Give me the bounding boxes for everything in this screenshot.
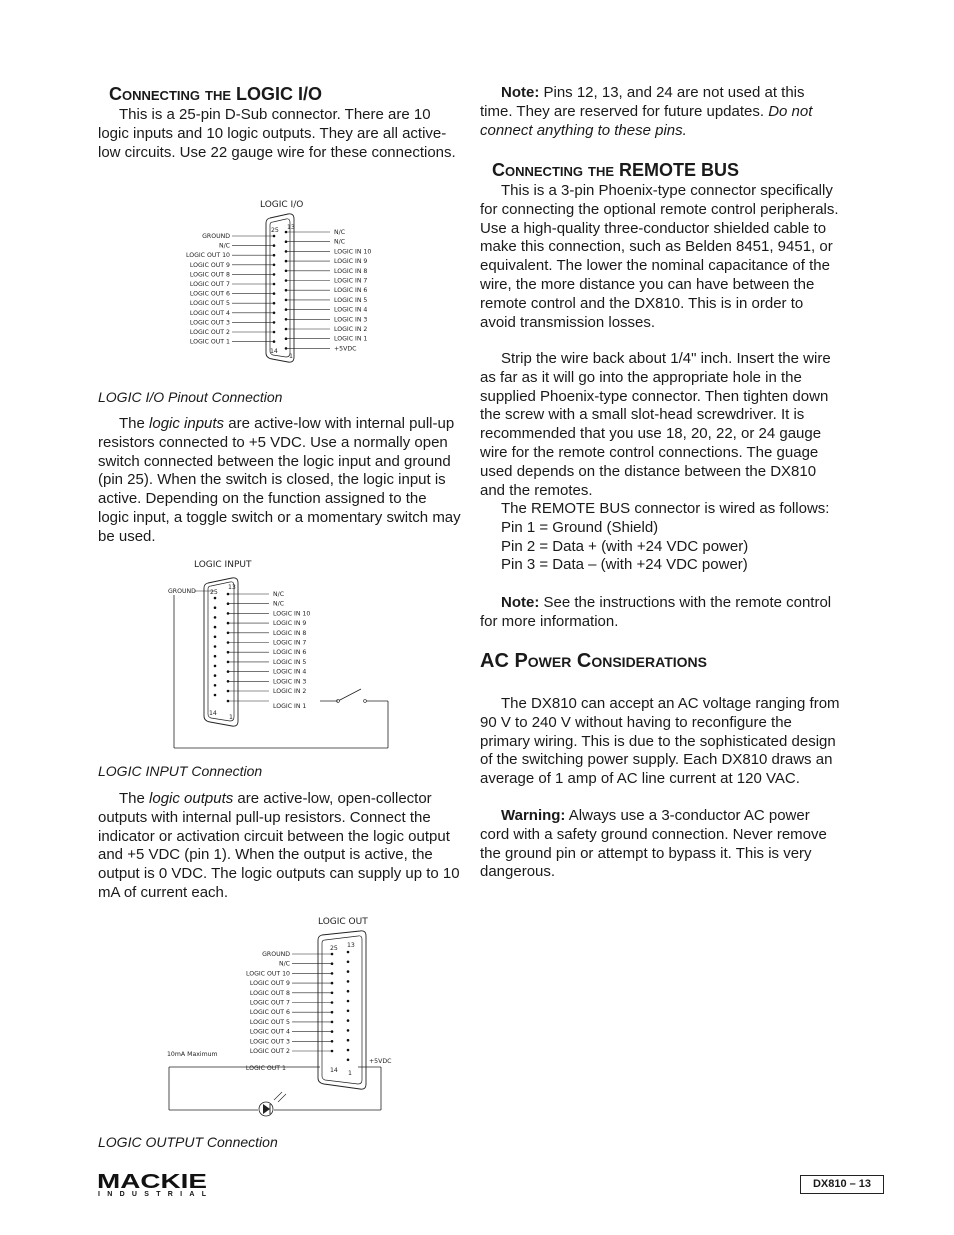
diagram-title: LOGIC OUT <box>318 917 368 927</box>
left-pin-label: LOGIC OUT 10 <box>245 970 290 978</box>
pin-dot <box>214 694 217 697</box>
pin-2-line: Pin 2 = Data + (with +24 VDC power) <box>501 538 749 555</box>
logo-brand: MACKIE <box>97 1171 207 1193</box>
left-pin-label: LOGIC OUT 5 <box>249 1018 290 1026</box>
pin-dot <box>227 632 230 635</box>
left-pin-label: LOGIC OUT 3 <box>249 1038 290 1046</box>
pin-dot <box>347 1049 350 1052</box>
ac-power-heading <box>480 650 707 673</box>
pin-1-label: 1 <box>229 714 233 721</box>
pin-dot <box>214 684 217 687</box>
pin-dot <box>285 289 288 292</box>
diagram-title: LOGIC INPUT <box>194 560 252 570</box>
pin-dot <box>285 337 288 340</box>
pin-14-label: 14 <box>330 1067 338 1074</box>
left-pin-label: LOGIC OUT 6 <box>249 1009 290 1017</box>
connector-shell <box>318 931 366 1089</box>
pin-dot <box>273 331 276 334</box>
pin-dot <box>214 606 217 609</box>
pin-dot <box>331 962 334 965</box>
left-pin-label: LOGIC OUT 1 <box>189 338 230 346</box>
left-pin-label: LOGIC OUT 2 <box>189 329 230 336</box>
pin-dot <box>214 674 217 677</box>
right-pin-label: LOGIC IN 4 <box>273 668 307 676</box>
right-pin-label: LOGIC IN 1 <box>334 335 368 343</box>
output-caption: LOGIC OUTPUT Connection <box>98 1134 278 1150</box>
left-pin-label: LOGIC OUT 9 <box>189 261 230 269</box>
pin-dot <box>331 953 334 956</box>
pin-dot <box>347 951 350 954</box>
right-pin-label: LOGIC IN 6 <box>334 287 368 295</box>
pin-dot <box>347 1010 350 1013</box>
ac-power-paragraph: The DX810 can accept an AC voltage ranging from 90 V to 240 V without having to reconfigure the primary wiring. This is due to the sophisticated design of the switching power supply. Each DX810 draws an average of 1 amp of AC line current at 120 VAC. <box>480 695 840 788</box>
remote-bus-paragraph-2: Strip the wire back about 1/4" inch. Insert the wire as far as it will go into the appropriate hole in the supplied Phoenix-type connector. Then tighten down the screw with a small slot-head screwdriver. It is recommended that you use 18, 20, 22, or 24 gauge wire for the remote control connections. The guage used depends on the distance between the DX810 and the remotes. <box>480 350 831 499</box>
outputs-emphasis: logic outputs <box>149 790 234 807</box>
pin-dot <box>331 1040 334 1043</box>
pin-dot <box>331 982 334 985</box>
left-pin-label: LOGIC OUT 8 <box>249 989 290 997</box>
left-pin-label: LOGIC OUT 9 <box>249 980 290 988</box>
right-pin-label: LOGIC IN 3 <box>334 316 368 324</box>
left-pin-label: LOGIC OUT 2 <box>249 1048 290 1055</box>
right-pin-label: LOGIC IN 9 <box>334 258 368 266</box>
pin-dot <box>227 661 230 664</box>
pin-dot <box>285 347 288 350</box>
left-pin-label: LOGIC OUT 5 <box>189 300 230 308</box>
pin-25-label: 25 <box>271 227 279 234</box>
pin-dot <box>285 299 288 302</box>
pin-dot <box>347 961 350 964</box>
pin-dot <box>347 1039 350 1042</box>
pin-dot <box>285 318 288 321</box>
pin-dot <box>285 270 288 273</box>
pin-dot <box>227 622 230 625</box>
inputs-pre: The <box>119 415 150 432</box>
outputs-post: are active-low, open-collector outputs with internal pull-up resistors. Connect the indicator or activation circuit between the logic output and +5 VDC (pin 1). When the output is active, the output is 0 VDC. The logic outputs can supply up to 10 mA of current each. <box>98 790 460 901</box>
note-emphasis: Do not connect anything to these pins. <box>480 102 813 139</box>
logic-input-diagram <box>166 556 396 756</box>
right-pin-label: N/C <box>334 238 346 246</box>
remote-bus-paragraph-3: The REMOTE BUS connector is wired as follows: <box>501 500 830 517</box>
pin-dot <box>214 636 217 639</box>
pin-13-label: 13 <box>228 584 236 591</box>
pin-dot <box>273 321 276 324</box>
pin-13-label: 13 <box>287 224 295 231</box>
pin-dot <box>273 302 276 305</box>
pin-dot <box>273 340 276 343</box>
pin-dot <box>331 1050 334 1053</box>
pin-3-line: Pin 3 = Data – (with +24 VDC power) <box>501 556 748 573</box>
note-text: Pins 12, 13, and 24 are not used at this time. They are reserved for future updates. <box>480 84 805 120</box>
pin-dot <box>331 1001 334 1004</box>
pin-dot <box>285 308 288 311</box>
pin-dot <box>214 665 217 668</box>
pin-dot <box>227 593 230 596</box>
pin-dot <box>347 970 350 973</box>
remote-bus-heading <box>492 160 739 181</box>
pin-dot <box>273 264 276 267</box>
pin-dot <box>347 1000 350 1003</box>
right-pin-label: LOGIC IN 3 <box>273 678 307 686</box>
left-pin-label: LOGIC OUT 1 <box>245 1065 286 1072</box>
pin-dot <box>214 597 217 600</box>
right-pin-label: LOGIC IN 8 <box>334 267 368 275</box>
pin-dot <box>273 244 276 247</box>
left-pin-label: LOGIC OUT 4 <box>189 309 230 317</box>
pin-dot <box>273 273 276 276</box>
right-pin-label: N/C <box>334 229 346 236</box>
input-caption: LOGIC INPUT Connection <box>98 763 263 779</box>
heading-prefix: Connecting the <box>109 84 231 104</box>
logic-io-heading <box>109 84 322 105</box>
pin-dot <box>347 980 350 983</box>
pin-dot <box>347 1029 350 1032</box>
note-text: See the instructions with the remote control for more information. <box>480 594 832 630</box>
right-pin-label: LOGIC IN 6 <box>273 649 307 657</box>
pin-dot <box>227 641 230 644</box>
right-pin-label: +5VDC <box>334 345 357 353</box>
heading-main: LOGIC I/O <box>236 84 323 104</box>
pin-dot <box>214 616 217 619</box>
pinout-caption: LOGIC I/O Pinout Connection <box>98 389 283 405</box>
left-pin-label: LOGIC OUT 7 <box>249 999 290 1007</box>
left-pin-label: LOGIC OUT 8 <box>189 271 230 279</box>
note-label: Note: <box>501 594 540 611</box>
pin-14-label: 14 <box>270 348 278 355</box>
pin-dot <box>273 235 276 238</box>
logic-io-intro: This is a 25-pin D-Sub connector. There are 10 logic inputs and 10 logic outputs. They are all active-low circuits. Use 22 gauge wire for these connections. <box>98 106 456 161</box>
page-number-box: DX810 – 13 <box>800 1175 884 1194</box>
note-remote-instructions <box>480 594 840 632</box>
pin-1-line: Pin 1 = Ground (Shield) <box>501 519 659 536</box>
right-pin-label: LOGIC IN 7 <box>334 277 368 285</box>
left-pin-label: LOGIC OUT 4 <box>249 1028 290 1036</box>
pin-dot <box>214 655 217 658</box>
plus5vdc-label: +5VDC <box>369 1058 392 1065</box>
pin-dot <box>285 260 288 263</box>
right-pin-label: LOGIC IN 1 <box>273 703 307 710</box>
connector-inner <box>322 936 362 1084</box>
warning-label: Warning: <box>501 807 566 824</box>
pin-dot <box>285 328 288 331</box>
right-pin-label: LOGIC IN 4 <box>334 306 368 314</box>
pin-dot <box>331 992 334 995</box>
pin-dot <box>273 292 276 295</box>
pin-dot <box>347 1059 350 1062</box>
right-pin-label: LOGIC IN 10 <box>334 248 372 256</box>
connector-inner <box>270 219 290 357</box>
remote-bus-paragraph-1: This is a 3-pin Phoenix-type connector specifically for connecting the optional remote control peripherals. Use a high-quality three-conductor shielded cable to make this connection, such as Belden 8451, 9451, or equivalent. The lower the nominal capacitance of the wire, the more distance you can have between the remote control and the DX810. This is in order to avoid transmission losses. <box>480 182 839 331</box>
note-unused-pins <box>480 84 840 140</box>
warning-paragraph <box>480 807 840 882</box>
left-pin-label: GROUND <box>262 951 290 958</box>
right-pin-label: LOGIC IN 7 <box>273 639 307 647</box>
inputs-emphasis: logic inputs <box>149 415 225 432</box>
pin-dot <box>331 1021 334 1024</box>
logic-io-pinout-diagram <box>180 195 380 365</box>
pin-dot <box>227 602 230 605</box>
left-pin-label: GROUND <box>202 233 230 240</box>
pin-dot <box>285 231 288 234</box>
logic-outputs-paragraph <box>98 790 461 903</box>
pin-dot <box>331 972 334 975</box>
led-triangle <box>263 1104 270 1114</box>
right-pin-label: LOGIC IN 10 <box>273 610 311 618</box>
heading-prefix: AC <box>480 650 509 672</box>
right-pin-label: LOGIC IN 8 <box>273 629 307 637</box>
pin-dot <box>273 312 276 315</box>
pin-dot <box>214 626 217 629</box>
right-pin-label: LOGIC IN 5 <box>273 658 307 666</box>
inputs-post: are active-low with internal pull-up resistors connected to +5 VDC. Use a normally open switch connected between the logic input and ground (pin 25). When the switch is closed, the logic input is active. Depending on the function assigned to the logic input, a toggle switch or a momentary switch may be used. <box>98 415 461 545</box>
left-pin-label: LOGIC OUT 3 <box>189 319 230 327</box>
mackie-industrial-logo <box>97 1171 211 1197</box>
pin-dot <box>227 680 230 683</box>
heading-main: REMOTE BUS <box>619 160 740 180</box>
right-pin-label: LOGIC IN 2 <box>273 688 307 695</box>
pin-dot <box>227 651 230 654</box>
left-pin-label: LOGIC OUT 10 <box>185 252 230 260</box>
pin-dot <box>214 645 217 648</box>
switch-blade <box>338 689 361 701</box>
switch-contact <box>364 700 367 703</box>
right-pin-label: LOGIC IN 2 <box>334 326 368 333</box>
pin-dot <box>227 612 230 615</box>
pin-dot <box>227 700 230 703</box>
pin-25-label: 25 <box>210 589 218 596</box>
left-pin-label: LOGIC OUT 6 <box>189 290 230 298</box>
pin-dot <box>285 279 288 282</box>
pin-1-label: 1 <box>289 353 293 360</box>
right-pin-label: LOGIC IN 9 <box>273 620 307 628</box>
pin-dot <box>331 1011 334 1014</box>
pin-1-label: 1 <box>348 1070 352 1077</box>
connector-inner <box>208 582 234 721</box>
pin-dot <box>331 1030 334 1033</box>
pin-dot <box>347 1019 350 1022</box>
logo-sub: INDUSTRIAL <box>98 1191 206 1197</box>
pin-14-label: 14 <box>209 710 217 717</box>
pin-dot <box>285 250 288 253</box>
pin-dot <box>273 254 276 257</box>
left-pin-label: N/C <box>278 960 290 968</box>
logic-output-diagram <box>166 912 396 1122</box>
pin-dot <box>273 283 276 286</box>
pin-dot <box>285 240 288 243</box>
diagram-title: LOGIC I/O <box>260 200 304 210</box>
heading-prefix: Connecting the <box>492 160 614 180</box>
pin-dot <box>347 990 350 993</box>
right-pin-label: N/C <box>273 600 285 608</box>
pin-dot <box>227 690 230 693</box>
max-current-label: 10mA Maximum <box>167 1051 218 1058</box>
left-pin-label: N/C <box>218 242 230 250</box>
warning-text: Always use a 3-conductor AC power cord with a safety ground connection. Never remove the ground pin or attempt to bypass it. This is very dangerous. <box>480 807 827 881</box>
heading-main: Power Considerations <box>514 650 707 672</box>
right-pin-label: LOGIC IN 5 <box>334 296 368 304</box>
note-label: Note: <box>501 84 540 101</box>
pin-dot <box>227 670 230 673</box>
right-pin-label: N/C <box>273 591 285 598</box>
left-pin-label: LOGIC OUT 7 <box>189 281 230 288</box>
pin-13-label: 13 <box>347 942 355 949</box>
ground-label: GROUND <box>168 588 196 595</box>
pin-25-label: 25 <box>330 945 338 952</box>
logic-inputs-paragraph <box>98 415 461 547</box>
outputs-pre: The <box>119 790 150 807</box>
